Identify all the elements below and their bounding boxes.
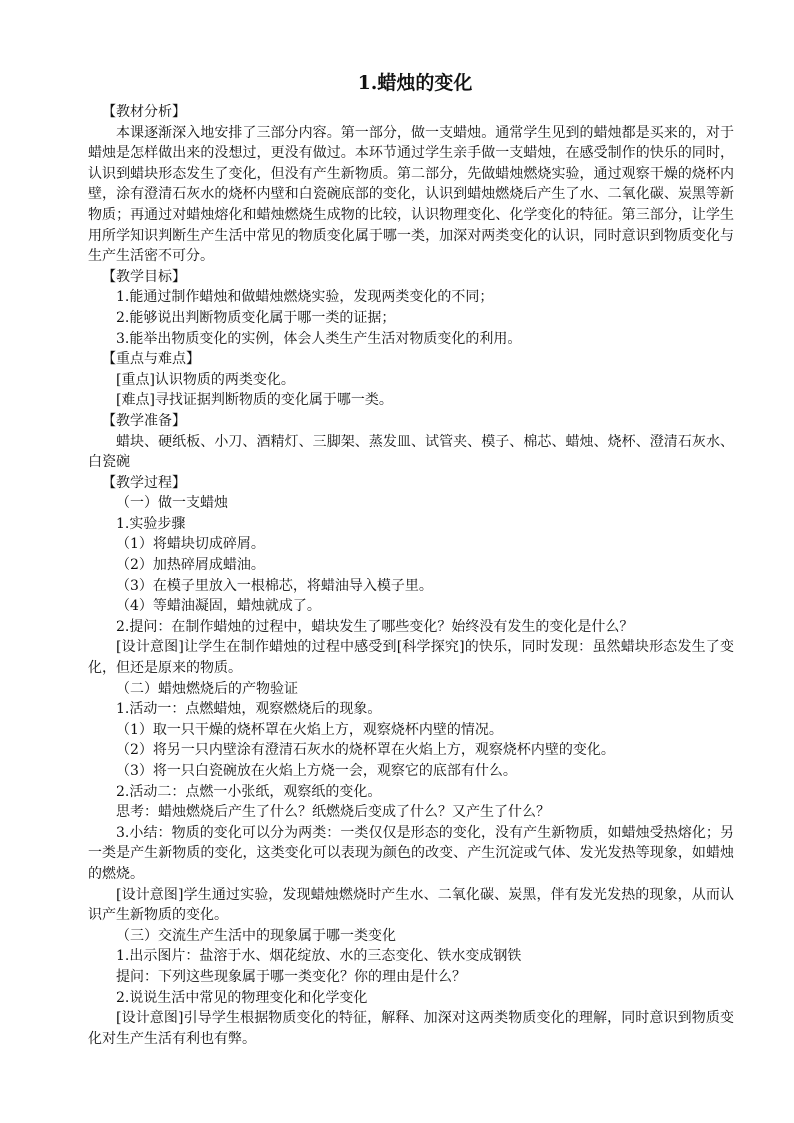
paragraph: [设计意图]让学生在制作蜡烛的过程中感受到[科学探究]的快乐，同时发现：虽然蜡块形态发生了变化，但还是原来的物质。 (88, 639, 734, 677)
paragraph: 2.说说生活中常见的物理变化和化学变化 (116, 989, 368, 1006)
paragraph: 1.实验步骤 (116, 515, 186, 532)
paragraph: 提问：下列这些现象属于哪一类变化？你的理由是什么？ (116, 968, 466, 985)
section-heading: 【重点与难点】 (102, 351, 200, 368)
paragraph: [设计意图]引导学生根据物质变化的特征，解释、加深对这两类物质变化的理解，同时意识到物质变化对生产生活有利也有弊。 (88, 1010, 734, 1047)
document-body (88, 102, 734, 1049)
section-heading: 【教材分析】 (102, 104, 186, 120)
paragraph: [难点]寻找证据判断物质的变化属于哪一类。 (116, 392, 393, 409)
paragraph: 3.小结：物质的变化可以分为两类：一类仅仅是形态的变化，没有产生新物质，如蜡烛受热熔化；另一类是产生新物质的变化，这类变化可以表现为颜色的改变、产生沉淀或气体、发光发热等现象，如蜡烛的燃烧。 (88, 824, 734, 882)
paragraph: （二）蜡烛燃烧后的产物验证 (116, 680, 298, 697)
section-heading: 【教学目标】 (102, 268, 186, 285)
paragraph: 1.能通过制作蜡烛和做蜡烛燃烧实验，发现两类变化的不同； (116, 289, 494, 306)
paragraph: 2.能够说出判断物质变化属于哪一类的证据； (116, 309, 396, 326)
paragraph: （1）将蜡块切成碎屑。 (116, 536, 265, 553)
paragraph: （3）将一只白瓷碗放在火焰上方烧一会，观察它的底部有什么。 (116, 763, 517, 779)
paragraph: 1.出示图片：盐溶于水、烟花绽放、水的三态变化、铁水变成钢铁 (116, 948, 522, 965)
paragraph: 思考：蜡烛燃烧后产生了什么？纸燃烧后变成了什么？又产生了什么？ (116, 804, 550, 821)
paragraph: 2.活动二：点燃一小张纸，观察纸的变化。 (116, 783, 382, 800)
paragraph: （4）等蜡油凝固，蜡烛就成了。 (116, 598, 321, 615)
paragraph: [设计意图]学生通过实验，发现蜡烛燃烧时产生水、二氧化碳、炭黑，伴有发光发热的现象，从而认识产生新物质的变化。 (88, 886, 734, 924)
paragraph: 2.提问：在制作蜡烛的过程中，蜡块发生了哪些变化？始终没有发生的变化是什么？ (116, 618, 634, 635)
section-heading: 【教学准备】 (102, 412, 186, 429)
paragraph: （2）将另一只内壁涂有澄清石灰水的烧杯罩在火焰上方，观察烧杯内壁的变化。 (116, 742, 615, 759)
paragraph: （3）在模子里放入一根棉芯，将蜡油导入模子里。 (116, 577, 433, 594)
paragraph: 蜡块、硬纸板、小刀、酒精灯、三脚架、蒸发皿、试管夹、模子、棉芯、蜡烛、烧杯、澄清石灰水、白瓷碗 (88, 433, 734, 471)
paragraph: [重点]认识物质的两类变化。 (116, 371, 295, 388)
paragraph: （三）交流生产生活中的现象属于哪一类变化 (116, 927, 396, 944)
paragraph: （2）加热碎屑成蜡油。 (116, 557, 265, 574)
paragraph: 1.活动一：点燃蜡烛，观察燃烧后的现象。 (116, 701, 382, 718)
document-title: 1.蜡烛的变化 (357, 72, 473, 94)
paragraph: 本课逐渐深入地安排了三部分内容。第一部分，做一支蜡烛。通常学生见到的蜡烛都是买来的，对于蜡烛是怎样做出来的没想过，更没有做过。本环节通过学生亲手做一支蜡烛，在感受制作的快乐的同时，认识到蜡块形态发生了变化，但没有产生新物质。第二部分，先做蜡烛燃烧实验，通过观察干燥的烧杯内壁，涂有澄清石灰水的烧杯内壁和白瓷碗底部的变化，认识到蜡烛燃烧后产生了水、二氧化碳、炭黑等新物质；再通过对蜡烛熔化和蜡烛燃烧生成物的比较，认识物理变化、化学变化的特征。第三部分，让学生用所学知识判断生产生活中常见的物质变化属于哪一类，加深对两类变化的认识，同时意识到物质变化与生产生活密不可分。 (88, 124, 734, 265)
paragraph: 3.能举出物质变化的实例，体会人类生产生活对物质变化的利用。 (116, 330, 522, 347)
paragraph: （1）取一只干燥的烧杯罩在火焰上方，观察烧杯内壁的情况。 (116, 721, 503, 738)
paragraph: （一）做一支蜡烛 (116, 495, 228, 512)
section-heading: 【教学过程】 (102, 474, 186, 491)
